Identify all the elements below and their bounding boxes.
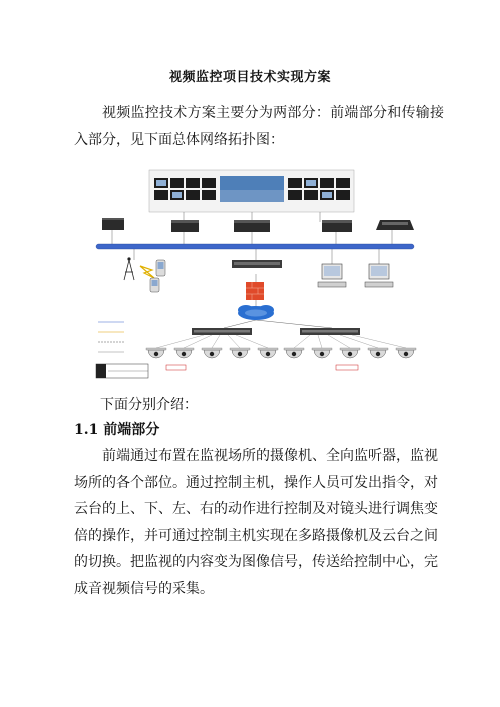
intro-paragraph: 视频监控技术方案主要分为两部分：前端部分和传输接入部分，见下面总体网络拓扑图： xyxy=(74,105,444,148)
section-heading-1-1: 1.1 前端部分 xyxy=(74,422,160,438)
backbone-bus xyxy=(96,244,414,249)
network-switch-icon xyxy=(192,328,360,335)
document-title: 视频监控项目技术实现方案 xyxy=(168,70,331,85)
rack-server-icon xyxy=(102,218,352,232)
sub-intro-line: 下面分别介绍： xyxy=(100,397,198,413)
control-keyboard-icon xyxy=(376,220,414,230)
desktop-client-icon xyxy=(318,264,393,287)
front-end-paragraph: 前端通过布置在监视场所的摄像机、全向监听器，监视场所的各个部位。通过控制主机，操作人员可发出指令，对云台的上、下、左、右的动作进行控制及对镜头进行调焦变倍的操作，并可通过控制主机实现在多路摄像机及云台之间的切换。把监视的内容变为图像信号，传送给控制中心，完成音视频信号的采集。 xyxy=(74,448,438,597)
wireless-tower-icon xyxy=(124,258,134,280)
firewall-icon xyxy=(246,282,264,300)
network-switch-icon xyxy=(232,260,282,268)
line-legend xyxy=(98,322,124,352)
dome-camera-icon xyxy=(146,348,416,358)
internet-cloud-icon xyxy=(238,305,274,320)
network-topology-diagram xyxy=(74,160,424,385)
company-info-box xyxy=(96,364,148,378)
video-wall-icon xyxy=(149,170,354,212)
